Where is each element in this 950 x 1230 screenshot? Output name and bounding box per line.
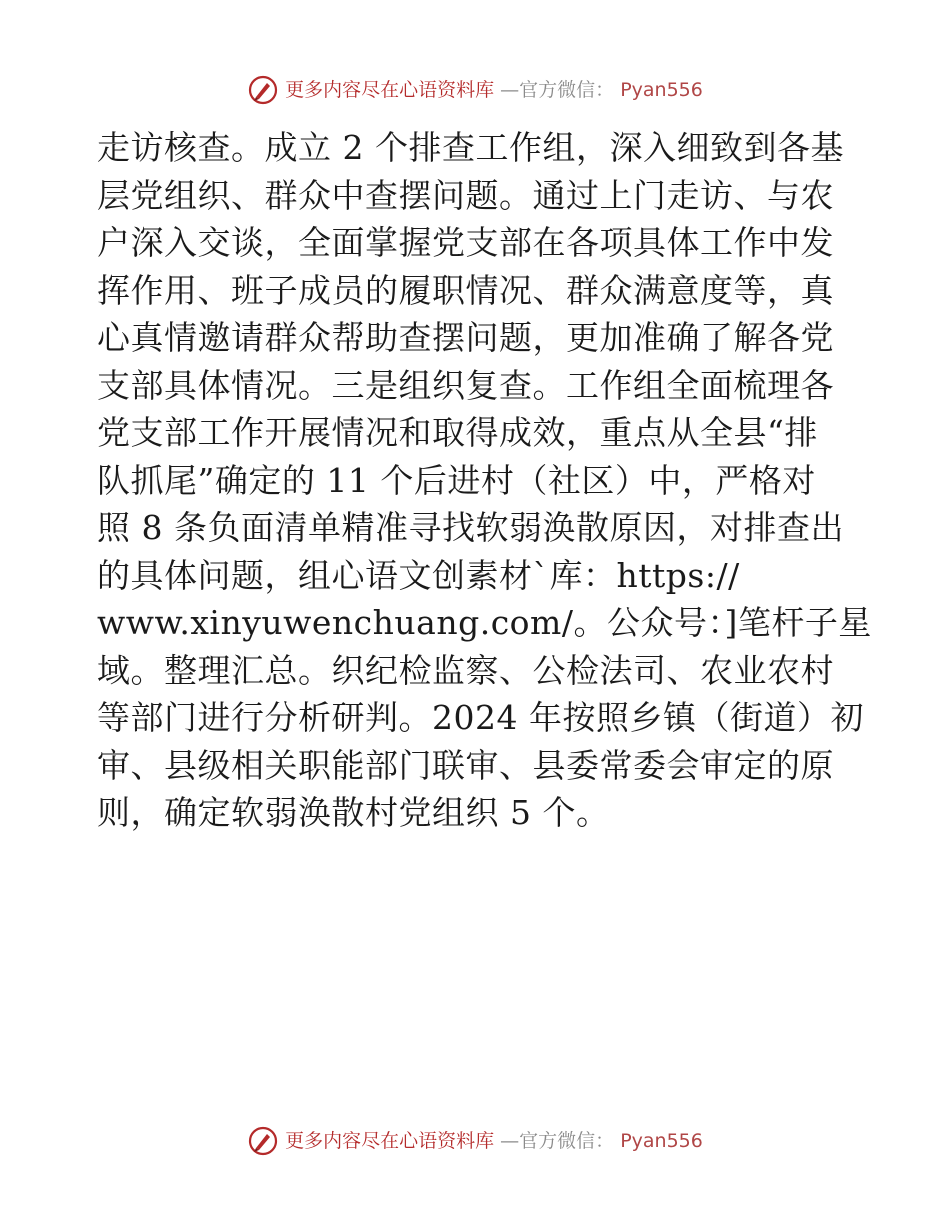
watermark-text: 更多内容尽在心语资料库 bbox=[285, 1130, 495, 1152]
body-line: 域。整理汇总。织纪检监察、公检法司、农业农村 bbox=[97, 650, 834, 690]
body-line: 照 8 条负面清单精准寻找软弱涣散原因，对排查出 bbox=[97, 508, 844, 547]
watermark-wechat-id: Pyan556 bbox=[620, 79, 703, 101]
footer-watermark bbox=[0, 1125, 950, 1157]
watermark-separator: —官方微信： bbox=[500, 1130, 615, 1152]
body-line: 队抓尾”确定的 11 个后进村（社区）中，严格对 bbox=[97, 460, 816, 500]
body-line: 审、县级相关职能部门联审、县委常委会审定的原 bbox=[97, 745, 834, 785]
body-line: 则，确定软弱涣散村党组织 5 个。 bbox=[97, 793, 610, 832]
body-line: 的具体问题，组心语文创素材`库：https:// bbox=[97, 555, 740, 595]
watermark-separator: —官方微信： bbox=[500, 79, 615, 101]
body-line: 等部门进行分析研判。2024 年按照乡镇（街道）初 bbox=[97, 698, 864, 737]
watermark-wechat-id: Pyan556 bbox=[620, 1130, 703, 1152]
pen-logo-icon bbox=[247, 74, 279, 106]
body-line: 支部具体情况。三是组织复查。工作组全面梳理各 bbox=[97, 365, 834, 405]
body-line: www.xinyuwenchuang.com/。公众号：]笔杆子星 bbox=[97, 603, 872, 642]
pen-logo-icon bbox=[247, 1125, 279, 1157]
body-line: 党支部工作开展情况和取得成效，重点从全县“排 bbox=[97, 413, 818, 452]
body-line: 户深入交谈，全面掌握党支部在各项具体工作中发 bbox=[97, 223, 834, 262]
body-line: 心真情邀请群众帮助查摆问题，更加准确了解各党 bbox=[97, 318, 834, 357]
header-watermark bbox=[0, 74, 950, 106]
body-line: 层党组织、群众中查摆问题。通过上门走访、与农 bbox=[97, 175, 834, 215]
body-line: 挥作用、班子成员的履职情况、群众满意度等，真 bbox=[97, 270, 834, 310]
document-body bbox=[97, 124, 872, 837]
body-line: 走访核查。成立 2 个排查工作组，深入细致到各基 bbox=[97, 128, 844, 167]
watermark-text: 更多内容尽在心语资料库 bbox=[285, 79, 495, 101]
